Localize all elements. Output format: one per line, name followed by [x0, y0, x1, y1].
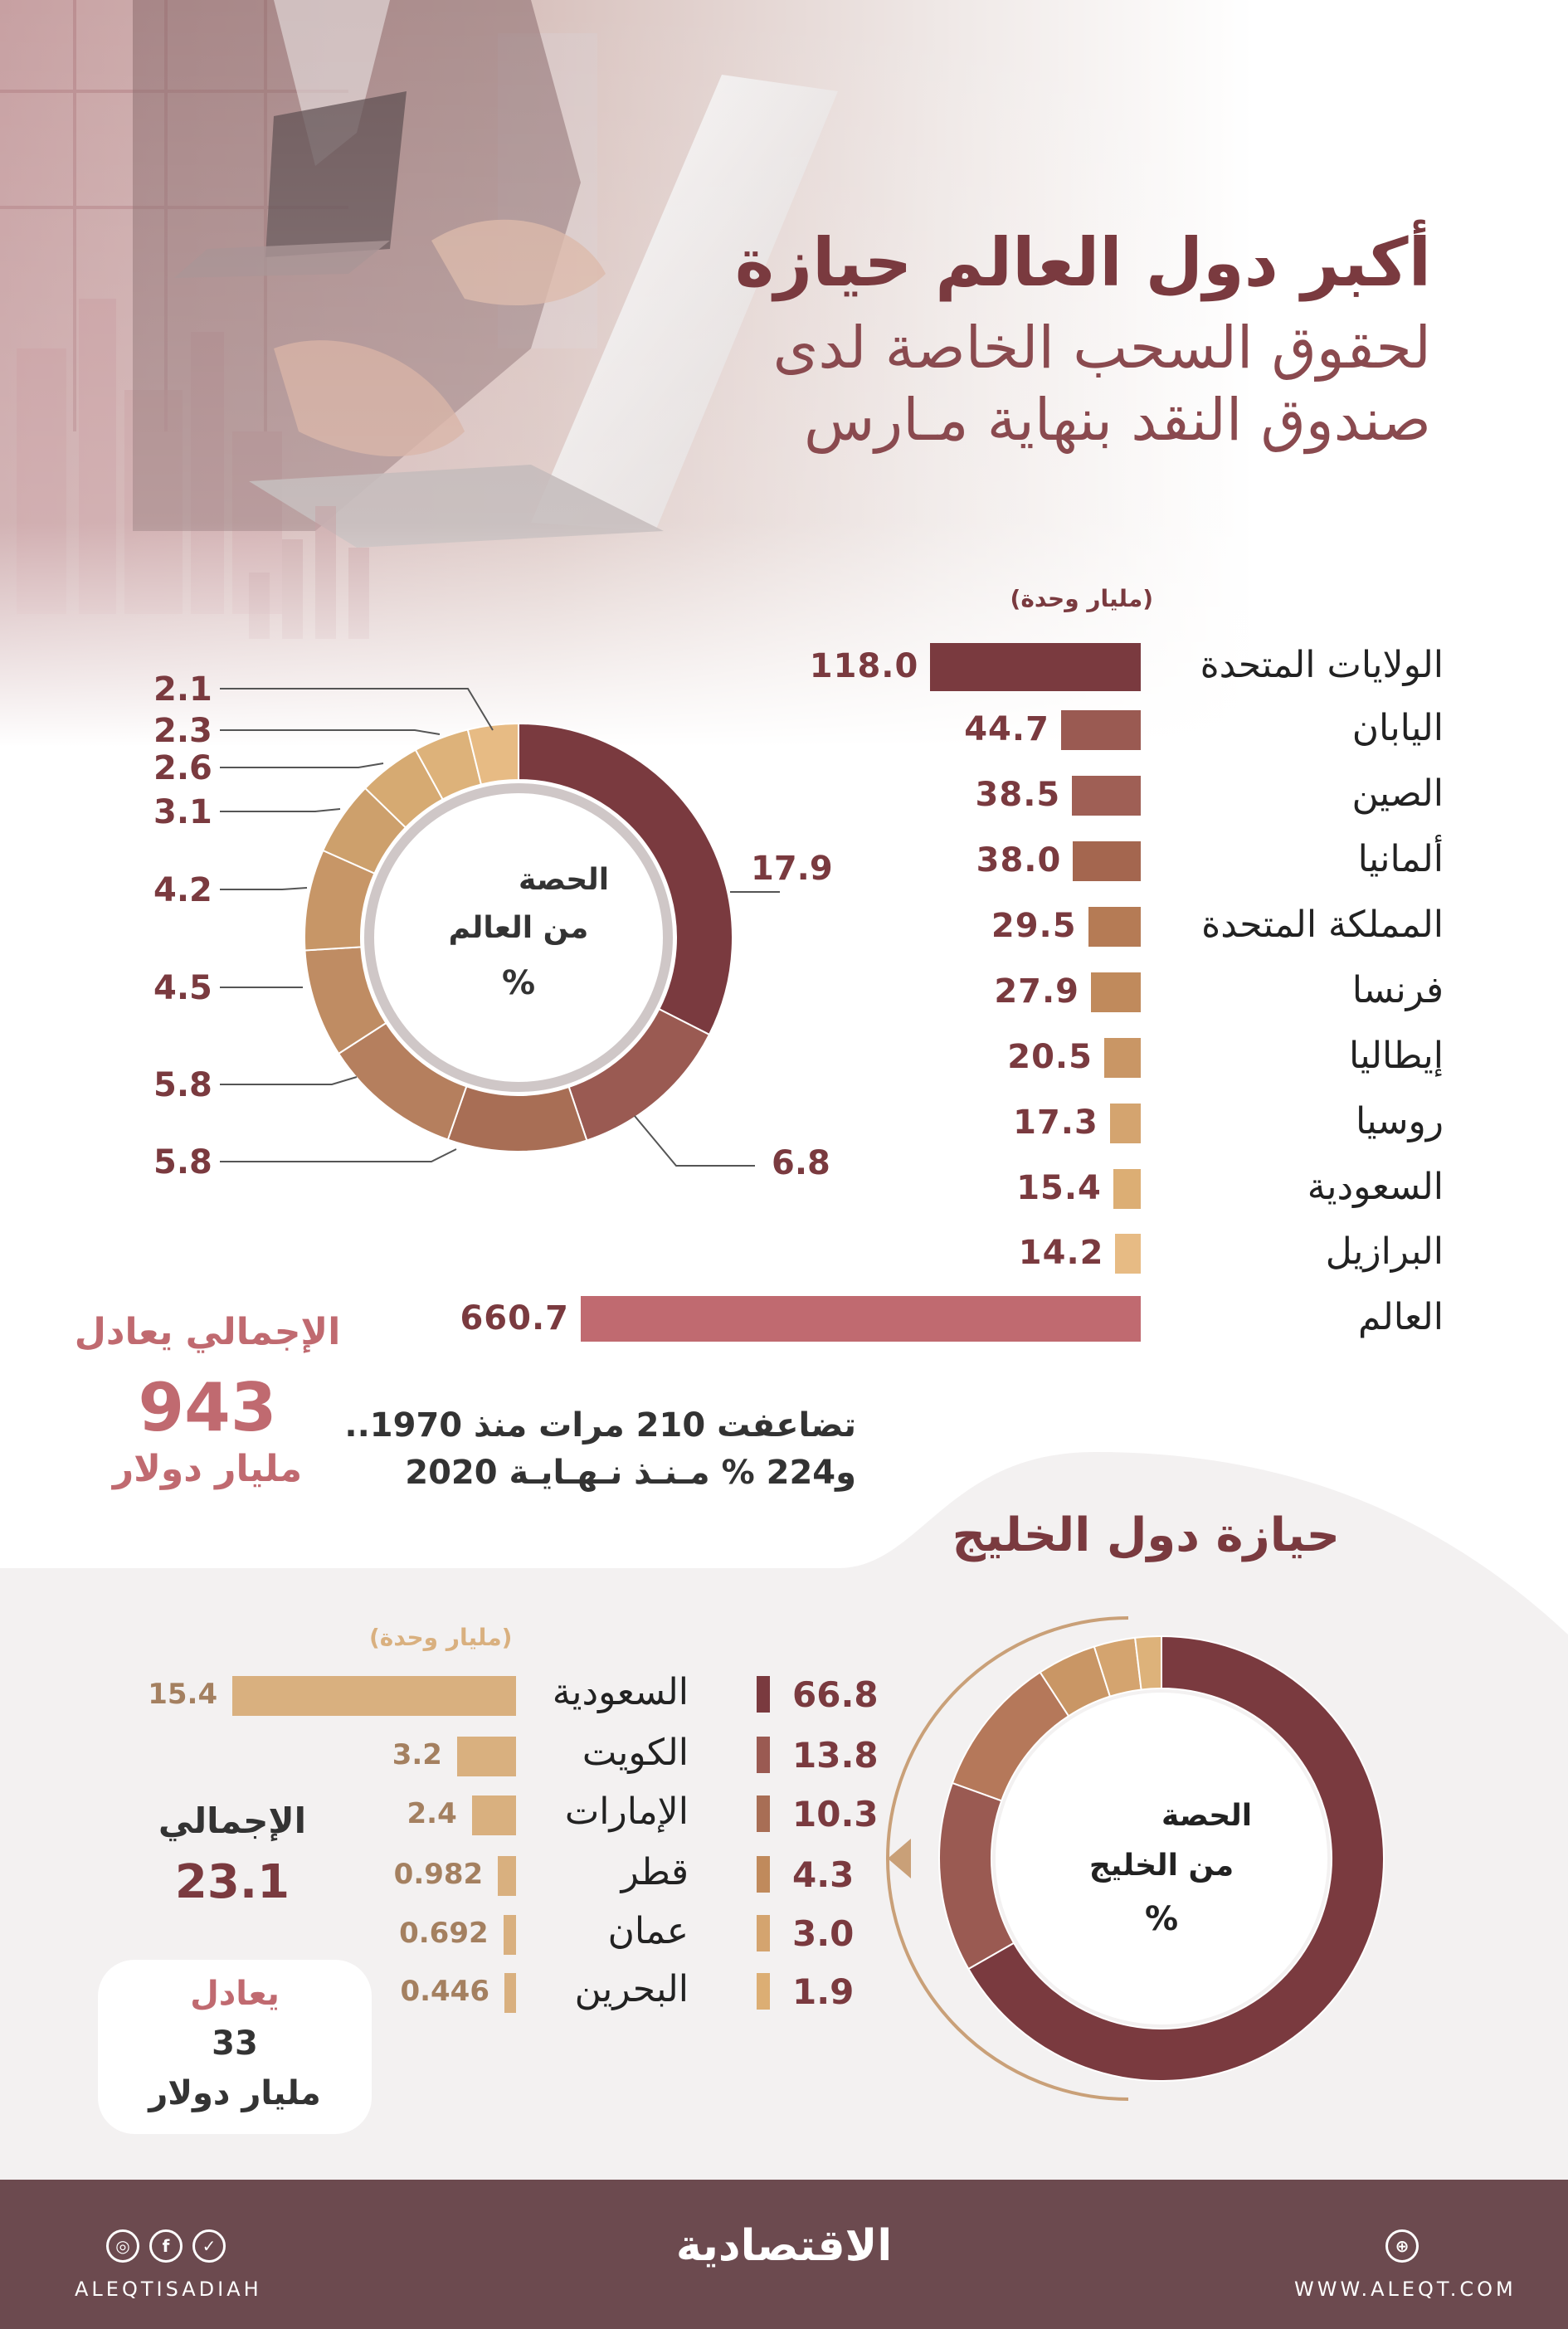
gulf-bar-value: 3.2 — [392, 1738, 442, 1771]
footer-website[interactable]: WWW.ALEQT.COM — [1294, 2278, 1517, 2301]
world-bar-category: روسيا — [1355, 1100, 1444, 1143]
footer-bar — [0, 2180, 1568, 2329]
gulf-donut-label-3: % — [1144, 1900, 1179, 1938]
world-note-line-2: و224 % مـنـذ نـهـايـة 2020 — [405, 1454, 856, 1492]
footer-brand-logo: الاقتصادية — [675, 2221, 893, 2271]
gulf-share-value: 66.8 — [792, 1674, 879, 1715]
world-bar-value: 27.9 — [994, 972, 1080, 1011]
world-donut-value: 4.2 — [153, 871, 212, 909]
world-donut-value: 5.8 — [153, 1066, 212, 1104]
world-bar-category: اليابان — [1351, 707, 1444, 749]
world-bar-value: 15.4 — [1016, 1169, 1102, 1207]
world-bar-category: الصين — [1351, 772, 1444, 815]
gulf-bar-category: قطر — [621, 1851, 689, 1893]
world-bar-value: 38.5 — [975, 776, 1061, 814]
world-bar-category: العالم — [1358, 1295, 1444, 1338]
world-bar-value: 17.3 — [1013, 1104, 1098, 1142]
gulf-bar-value: 0.692 — [399, 1917, 489, 1950]
world-unit-label: (مليار وحدة) — [1010, 585, 1153, 612]
gulf-bar-value: 2.4 — [407, 1797, 457, 1830]
world-bar-value: 44.7 — [964, 710, 1049, 748]
world-bar-category: البرازيل — [1325, 1230, 1444, 1273]
world-bar-value: 38.0 — [976, 841, 1062, 879]
world-donut-value: 2.6 — [153, 749, 212, 787]
gulf-equivalent-unit: مليار دولار — [149, 2074, 321, 2112]
gulf-donut-arrow — [888, 1839, 911, 1878]
dribbble-icon[interactable]: ⊕ — [1385, 2229, 1419, 2263]
instagram-icon[interactable]: ◎ — [106, 2229, 139, 2263]
world-bar-value: 118.0 — [809, 647, 919, 685]
gulf-equivalent-value: 33 — [212, 2024, 258, 2063]
twitter-icon[interactable]: ✓ — [192, 2229, 226, 2263]
world-bar-value: 14.2 — [1018, 1234, 1104, 1272]
gulf-share-value: 3.0 — [792, 1913, 855, 1954]
world-donut-value: 17.9 — [751, 850, 833, 888]
title-line-1: أكبر دول العالم حيازة — [734, 224, 1431, 301]
world-bar-value: 29.5 — [991, 907, 1077, 945]
gulf-bar-category: السعودية — [552, 1671, 689, 1713]
gulf-equivalent-label: يعادل — [190, 1975, 280, 2013]
world-donut-label-2: من العالم — [448, 911, 589, 945]
footer-handle: ALEQTISADIAH — [75, 2278, 262, 2301]
world-bar-category: الولايات المتحدة — [1200, 644, 1444, 686]
world-bar-category: فرنسا — [1351, 969, 1444, 1011]
gulf-bar-value: 0.446 — [400, 1975, 489, 2008]
world-bar-category: إيطاليا — [1348, 1035, 1444, 1077]
world-donut-value: 5.8 — [153, 1143, 212, 1182]
world-note-line-1: تضاعفت 210 مرات منذ 1970.. — [344, 1406, 856, 1445]
world-bar-category: السعودية — [1307, 1166, 1444, 1208]
title-line-3: صندوق النقد بنهاية مـارس — [803, 386, 1431, 454]
world-total-label: الإجمالي يعادل — [74, 1311, 341, 1353]
gulf-bar-value: 0.982 — [393, 1858, 484, 1891]
world-donut-value: 2.3 — [153, 712, 212, 750]
gulf-heading: حيازة دول الخليج — [952, 1508, 1340, 1562]
gulf-bar-category: الإمارات — [564, 1791, 689, 1833]
gulf-share-value: 4.3 — [792, 1854, 855, 1895]
gulf-bar-value: 15.4 — [148, 1678, 218, 1711]
world-bar-category: المملكة المتحدة — [1201, 904, 1444, 946]
world-donut-value: 3.1 — [153, 793, 212, 831]
world-bar-value: 20.5 — [1007, 1038, 1093, 1076]
world-total-value: 943 — [138, 1369, 277, 1446]
gulf-share-value: 10.3 — [792, 1794, 879, 1834]
world-donut-value: 6.8 — [772, 1144, 830, 1182]
world-bar-category: ألمانيا — [1357, 838, 1444, 880]
gulf-bar-category: الكويت — [582, 1732, 689, 1774]
gulf-bar-category: عمان — [607, 1910, 689, 1952]
world-total-unit: مليار دولار — [112, 1448, 303, 1490]
gulf-total-label: الإجمالي — [158, 1800, 307, 1841]
gulf-unit-label: (مليار وحدة) — [369, 1624, 513, 1651]
world-donut-value: 4.5 — [153, 969, 212, 1007]
gulf-share-value: 13.8 — [792, 1735, 879, 1776]
facebook-icon[interactable]: f — [149, 2229, 183, 2263]
gulf-share-value: 1.9 — [792, 1971, 855, 2012]
world-donut-label-3: % — [501, 964, 536, 1002]
gulf-total-value: 23.1 — [174, 1855, 290, 1909]
gulf-bar-category: البحرين — [574, 1968, 689, 2010]
world-donut-value: 2.1 — [153, 670, 212, 709]
world-bar-value: 660.7 — [460, 1298, 569, 1337]
title-line-2: لحقوق السحب الخاصة لدى — [772, 314, 1431, 382]
gulf-donut-label-2: من الخليج — [1088, 1849, 1234, 1883]
